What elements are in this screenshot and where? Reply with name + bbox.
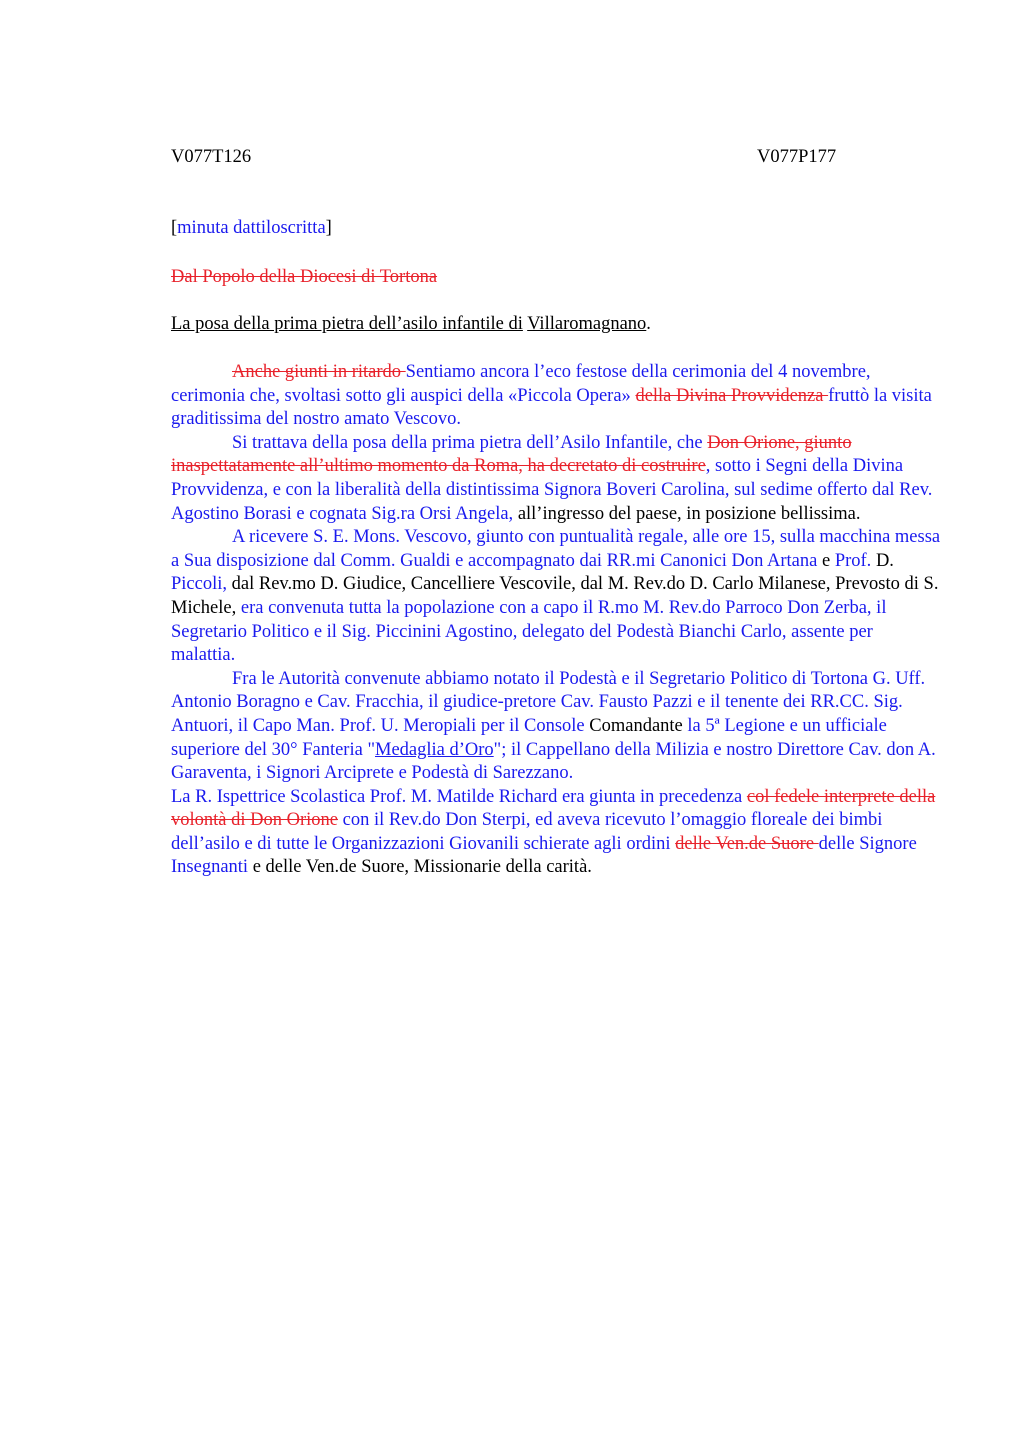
original-text: all’ingresso del paese, in posizione bellissima. [513, 503, 861, 524]
inserted-text: Si trattava della posa della prima pietra dell’Asilo Infantile, che [232, 432, 708, 453]
document-code-left: V077T126 [171, 147, 252, 167]
document-code-right: V077P177 [757, 147, 837, 167]
deleted-text: della Divina Provvidenza [635, 385, 829, 406]
deleted-text: delle Ven.de Suore [675, 833, 819, 854]
title-period: . [646, 314, 651, 334]
inserted-text: , sotto i Segni della Divina Provvidenza, e con la liberalità della distintissima Signora Boveri Carolina, sul sedime offerto dal Rev. Agostino Borasi e cognata Sig.ra Orsi Angela, [171, 456, 933, 524]
inserted-text: La R. Ispettrice Scolastica Prof. M. Matilde Richard era giunta in precedenza [171, 786, 747, 807]
paragraph-4 [171, 668, 941, 786]
original-text: dal Rev.mo D. Giudice, Cancelliere Vescovile, dal M. Rev.do D. Carlo Milanese, Prevosto di S. Michele, [171, 574, 939, 618]
title-main: La posa della prima pietra dell’asilo infantile di [171, 314, 523, 334]
inserted-text: "; il Cappellano della Milizia e nostro Direttore Cav. don A. Garaventa, i Signori Arciprete e Podestà di Sarezzano. [171, 739, 936, 784]
paragraph-1 [171, 361, 941, 432]
minuta-note [171, 217, 941, 241]
inserted-text: fruttò la visita graditissima del nostro amato Vescovo. [171, 385, 932, 430]
inserted-text: con il Rev.do Don Sterpi, ed aveva ricevuto l’omaggio floreale dei bimbi dell’asilo e di tutte le Organizzazioni Giovanili schierate agli ordini [171, 810, 883, 854]
deleted-text: Anche giunti in ritardo [232, 362, 406, 382]
paragraph-2 [171, 432, 941, 526]
medaglia-doro-link[interactable]: Medaglia d’Oro [375, 739, 494, 760]
article-body [171, 361, 941, 880]
deleted-text: Don Orione, giunto inaspettatamente all’ultimo momento da Roma, ha decretato di costruire [171, 432, 852, 477]
bracket-close: ] [325, 218, 332, 238]
title-place: Villaromagnano [527, 314, 647, 334]
inserted-text: Prof. [834, 550, 872, 571]
article-title [171, 313, 941, 337]
original-text: Comandante [584, 715, 688, 736]
deleted-text: col fedele interprete della volontà di Don Orione [171, 786, 936, 831]
minuta-text: minuta dattiloscritta [177, 218, 326, 238]
original-text: e [817, 550, 835, 571]
paragraph-5 [171, 786, 941, 880]
bracket-open: [ [171, 218, 178, 238]
inserted-text: la 5ª Legione e un ufficiale superiore del 30° Fanteria " [171, 715, 887, 760]
paragraph-3 [171, 526, 941, 668]
inserted-text: era convenuta tutta la popolazione con a capo il R.mo M. Rev.do Parroco Don Zerba, il Segretario Politico e il Sig. Piccinini Agostino, delegato del Podestà Bianchi Carlo, assente per malattia. [171, 597, 887, 666]
inserted-text: Fra le Autorità convenute abbiamo notato il Podestà e il Segretario Politico di Tortona G. Uff. Antonio Boragno e Cav. Fracchia, il giudice-pretore Cav. Fausto Pazzi e il tenente dei RR.CC. Sig. Antuori, il Capo Man. Prof. U. Meropiali per il Console [171, 668, 926, 736]
source-line [171, 266, 941, 290]
inserted-text: Sentiamo ancora l’eco festose della cerimonia del 4 novembre, cerimonia che, svoltasi sotto gli auspici della «Piccola Opera» [171, 362, 871, 406]
source-deleted-text: Dal Popolo della Diocesi di Tortona [171, 267, 438, 287]
original-text: e delle Ven.de Suore, Missionarie della carità. [248, 857, 592, 878]
inserted-text: delle Signore Insegnanti [171, 833, 917, 878]
inserted-text: A ricevere S. E. Mons. Vescovo, giunto con puntualità regale, alle ore 15, sulla macchina messa a Sua disposizione dal Comm. Gualdi e accompagnato dai RR.mi Canonici Don Artana [171, 527, 941, 571]
inserted-text: Piccoli, [171, 574, 228, 595]
original-text: D. [871, 550, 894, 571]
